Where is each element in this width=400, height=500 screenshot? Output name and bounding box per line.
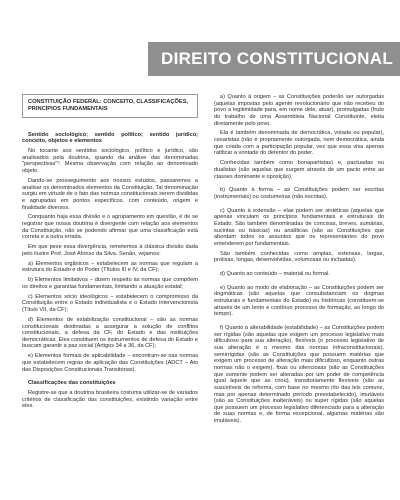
subheading: Classificações das constituições xyxy=(28,380,116,387)
list-item: a) Elementos orgânicos – estabelecem as normas que regulam a estrutura do Estado e do Poder (Títulos III e IV, da CF); xyxy=(22,260,198,274)
list-item: c) Elementos sócio ideológicos – estabelecem o compromisso da Constituição entre o Estado individualista e o Estado intervencionista (Título VII, da CF); xyxy=(22,293,198,313)
paragraph: f) Quanto à alterabilidade (estabilidade) – as Constituições podem ser rígidas (são aquelas que exigem um processo legislativo mais dificultoso para sua alteração), flexíveis (o processo legislativo de sua alteração é o mesmo das normas infraconstitucionais), semirrígidas (são as Constituições que possuem matérias que exigem um processo de alteração mais dificultoso, enquanto outras normas não o exigem), fixas ou silenciosas (são as Constituições que somente podem ser alteradas por um poder de competência igual àquele que as criou), transitoriamente flexíveis (são as suscetíveis de reforma, com base no mesmo rito das leis comuns, mas por apenas determinado período preestabelecido), imutáveis (são as Constituições inalteráveis) ou super rígidas (são aquelas que possuem um processo legislativo diferenciado para a alteração de suas normas e, de forma excepcional, algumas matérias são imutáveis). xyxy=(214,324,384,425)
paragraph: Conhecidas também como bonapartistas) e, pactuadas ou dualistas (são aquelas que surgem através de um pacto entre as classes dominante e oposição). xyxy=(214,160,384,180)
paragraph: b) Quanto à forma – as Constituições podem ser escritas (instrumentais) ou costumeiras (não escritas). xyxy=(214,187,384,200)
paragraph: e) Quanto ao modo de elaboração – as Constituições podem ser dogmáticas (são aquelas que consubstanciam os dogmas estruturais e fundamentais do Estado) ou históricas (constituem-se através de um lento e contínuo processo de formação, ao longo do tempo). xyxy=(214,284,384,318)
paragraph: Conquanto haja essa divisão e o agrupamento em questão, é de se registrar que nossa doutrina é divergente com relação aos elementos da Constituição, não se podendo afirmar que uma classificação está correta e a outra errada. xyxy=(22,214,198,241)
paragraph: Dando-se prosseguimento aos nossos estudos, passaremos a analisar os denominados elementos da Constituição. Tal denominação surgiu em virtude de o fato das normas constitucionais serem divididas e agrupadas em pontos específicos, com conteúdo, origem e finalidade diversos. xyxy=(22,177,198,211)
chapter-title: DIREITO CONSTITUCIONAL xyxy=(161,49,394,68)
left-column xyxy=(22,94,198,413)
right-column xyxy=(214,94,384,428)
section-title: CONSTITUIÇÃO FEDERAL: CONCEITO, CLASSIFICAÇÕES, PRINCÍPIOS FUNDAMENTAIS xyxy=(28,99,189,112)
paragraph: Registre-se que a doutrina brasileira costuma utilizar-se de variados critérios de classificação das constituições, existindo variação entre eles. xyxy=(22,390,198,410)
paragraph: Em que pese essa divergência, remetemos à clássica divisão dada pelo ilustre Prof. José Afonso da Silva. Senão, vejamos: xyxy=(22,244,198,257)
paragraph: São também conhecidas como amplas, extensas, largas, prolixas, longas, desenvolvidas, volumosas ou inchadas). xyxy=(214,250,384,264)
paragraph: d) Quanto ao conteúdo – material ou formal. xyxy=(220,271,330,277)
list-item: e) Elementos formais de aplicabilidade – encontram-se nas normas que estabelecem regras de aplicação das Constituições (ADCT – Ato das Disposições Constitucionais Transitórias). xyxy=(22,353,198,373)
section-title-box xyxy=(22,94,198,118)
paragraph: c) Quanto à extensão – elas podem ser sintéticas (aquelas que apenas vinculam os princípios fundamentais e estruturais do Estado. São também denominadas de concisas, breves, sumárias, sucintas ou básicas) ou analíticas (são as Constituições que abordam todos os assuntos que os representantes do povo entenderem por fundamentais. xyxy=(214,207,384,247)
list-item: b) Elementos limitativos – dizem respeito às normas que compõem os direitos e garantias fundamentais, limitando a atuação estatal; xyxy=(22,277,198,290)
chapter-title-banner xyxy=(148,42,400,76)
list-item: d) Elementos de estabilização constitucional – são as normas constitucionais destinadas a assegurar a solução de conflitos constitucionais, a defesa da CF, do Estado e das instituições democráticas. Eles constituem os instrumentos de defesa do Estado e buscam garantir a paz social (Artigos 34 a 36, da CF); xyxy=(22,316,198,350)
paragraph: Sentido sociológico; sentido político; sentido jurídico; conceito, objetos e elementos xyxy=(22,131,198,145)
paragraph: Ela é também denominada de democrática, votada ou popular), cesaristas (não é propriamente outorgada, nem democrática, ainda que criada com a participação popular, vez que essa visa apenas ratificar a vontade do detentor do poder. xyxy=(214,130,384,157)
paragraph: No tocante aos sentidos sociológico, político e jurídico, são analisados pela doutrina, quando da análise das denominadas "perspectivas"¹: Mesma observação com relação ao denominado objeto. xyxy=(22,148,198,175)
paragraph: a) Quanto à origem – as Constituições poderão ser outorgadas (aquelas impostas pelo agente revolucionário que não recebeu do povo a legitimidade para, em nome dele, atuar), promulgadas (fruto do trabalho de uma Assembleia Nacional Constituinte, eleita diretamente pelo povo. xyxy=(214,94,384,127)
